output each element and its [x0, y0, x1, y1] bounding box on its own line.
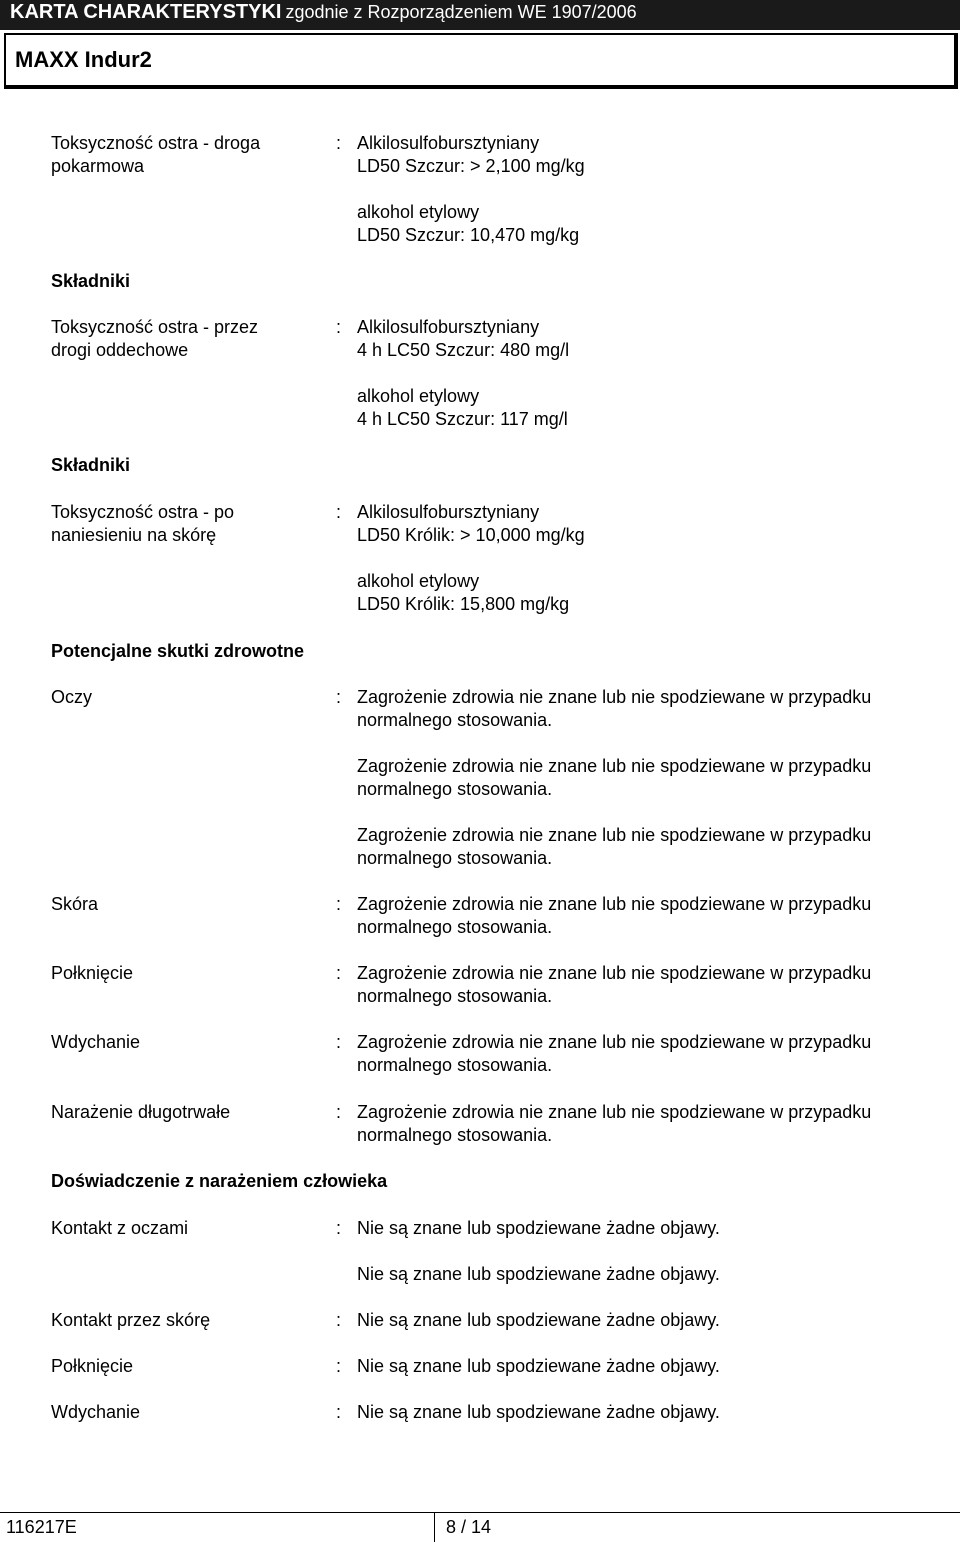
product-name: MAXX Indur2: [15, 47, 152, 72]
eye-contact-label: Kontakt z oczami: [51, 1218, 189, 1238]
skin-hazard-line2: normalnego stosowania.: [357, 917, 553, 937]
oral-component1-value: LD50 Szczur: > 2,100 mg/kg: [357, 156, 585, 176]
oral-toxicity-label-line2: pokarmowa: [51, 156, 145, 176]
inhalation-label: Wdychanie: [51, 1032, 141, 1052]
eyes-label: Oczy: [51, 687, 93, 707]
eyes-hazard-line2: normalnego stosowania.: [357, 848, 553, 868]
swallowing-symptoms: Nie są znane lub spodziewane żadne objawy.: [357, 1356, 720, 1376]
separator-colon: :: [336, 317, 342, 337]
inhalation-toxicity-label-line1: Toksyczność ostra - przez: [51, 317, 259, 337]
long-term-exposure-label: Narażenie długotrwałe: [51, 1102, 231, 1122]
separator-colon: :: [336, 1356, 342, 1376]
inhalation-toxicity-label-line2: drogi oddechowe: [51, 340, 189, 360]
eye-contact-symptoms: Nie są znane lub spodziewane żadne objawy.: [357, 1218, 720, 1238]
eyes-hazard-line2: normalnego stosowania.: [357, 710, 553, 730]
dermal-component1-value: LD50 Królik: > 10,000 mg/kg: [357, 525, 585, 545]
eyes-hazard-line1: Zagrożenie zdrowia nie znane lub nie spodziewane w przypadku: [357, 756, 872, 776]
separator-colon: :: [336, 502, 342, 522]
inhalation-experience-label: Wdychanie: [51, 1402, 141, 1422]
product-name-box: [4, 33, 958, 89]
document-title-regulation: zgodnie z Rozporządzeniem WE 1907/2006: [285, 2, 637, 22]
separator-colon: :: [336, 133, 342, 153]
inhalation-hazard-line1: Zagrożenie zdrowia nie znane lub nie spodziewane w przypadku: [357, 1032, 872, 1052]
dermal-component1-name: Alkilosulfobursztyniany: [357, 502, 540, 522]
footer-divider: [0, 1512, 960, 1513]
document-title: [10, 1, 637, 24]
separator-colon: :: [336, 1402, 342, 1422]
skin-hazard-line1: Zagrożenie zdrowia nie znane lub nie spodziewane w przypadku: [357, 894, 872, 914]
human-exposure-heading: Doświadczenie z narażeniem człowieka: [51, 1171, 388, 1191]
page-number: 8 / 14: [446, 1517, 492, 1537]
inhalation-component2-name: alkohol etylowy: [357, 386, 480, 406]
oral-component2-name: alkohol etylowy: [357, 202, 480, 222]
dermal-toxicity-label-line1: Toksyczność ostra - po: [51, 502, 235, 522]
inhalation-symptoms: Nie są znane lub spodziewane żadne objawy.: [357, 1402, 720, 1422]
swallowing-hazard-line1: Zagrożenie zdrowia nie znane lub nie spodziewane w przypadku: [357, 963, 872, 983]
long-term-hazard-line1: Zagrożenie zdrowia nie znane lub nie spodziewane w przypadku: [357, 1102, 872, 1122]
skin-label: Skóra: [51, 894, 99, 914]
ingredients-heading: Składniki: [51, 271, 131, 291]
separator-colon: :: [336, 1310, 342, 1330]
swallowing-label: Połknięcie: [51, 963, 134, 983]
inhalation-component1-name: Alkilosulfobursztyniany: [357, 317, 540, 337]
long-term-hazard-line2: normalnego stosowania.: [357, 1125, 553, 1145]
inhalation-component1-value: 4 h LC50 Szczur: 480 mg/l: [357, 340, 570, 360]
separator-colon: :: [336, 963, 342, 983]
swallowing-hazard-line2: normalnego stosowania.: [357, 986, 553, 1006]
document-code: 116217E: [6, 1517, 77, 1537]
document-title-main: KARTA CHARAKTERYSTYKI: [10, 1, 282, 23]
oral-component1-name: Alkilosulfobursztyniany: [357, 133, 540, 153]
separator-colon: :: [336, 1218, 342, 1238]
health-effects-heading: Potencjalne skutki zdrowotne: [51, 641, 305, 661]
document-header-band: [0, 0, 960, 30]
separator-colon: :: [336, 1102, 342, 1122]
eyes-hazard-line1: Zagrożenie zdrowia nie znane lub nie spodziewane w przypadku: [357, 825, 872, 845]
dermal-component2-name: alkohol etylowy: [357, 571, 480, 591]
eye-contact-symptoms: Nie są znane lub spodziewane żadne objawy.: [357, 1264, 720, 1284]
dermal-component2-value: LD50 Królik: 15,800 mg/kg: [357, 594, 570, 614]
inhalation-component2-value: 4 h LC50 Szczur: 117 mg/l: [357, 409, 568, 429]
oral-component2-value: LD50 Szczur: 10,470 mg/kg: [357, 225, 580, 245]
separator-colon: :: [336, 1032, 342, 1052]
footer-column-divider: [434, 1513, 435, 1542]
inhalation-hazard-line2: normalnego stosowania.: [357, 1055, 553, 1075]
oral-toxicity-label-line1: Toksyczność ostra - droga: [51, 133, 261, 153]
skin-contact-label: Kontakt przez skórę: [51, 1310, 211, 1330]
ingredients-heading: Składniki: [51, 455, 131, 475]
eyes-hazard-line2: normalnego stosowania.: [357, 779, 553, 799]
separator-colon: :: [336, 894, 342, 914]
eyes-hazard-line1: Zagrożenie zdrowia nie znane lub nie spodziewane w przypadku: [357, 687, 872, 707]
dermal-toxicity-label-line2: naniesieniu na skórę: [51, 525, 217, 545]
separator-colon: :: [336, 687, 342, 707]
skin-contact-symptoms: Nie są znane lub spodziewane żadne objawy.: [357, 1310, 720, 1330]
swallowing-experience-label: Połknięcie: [51, 1356, 134, 1376]
